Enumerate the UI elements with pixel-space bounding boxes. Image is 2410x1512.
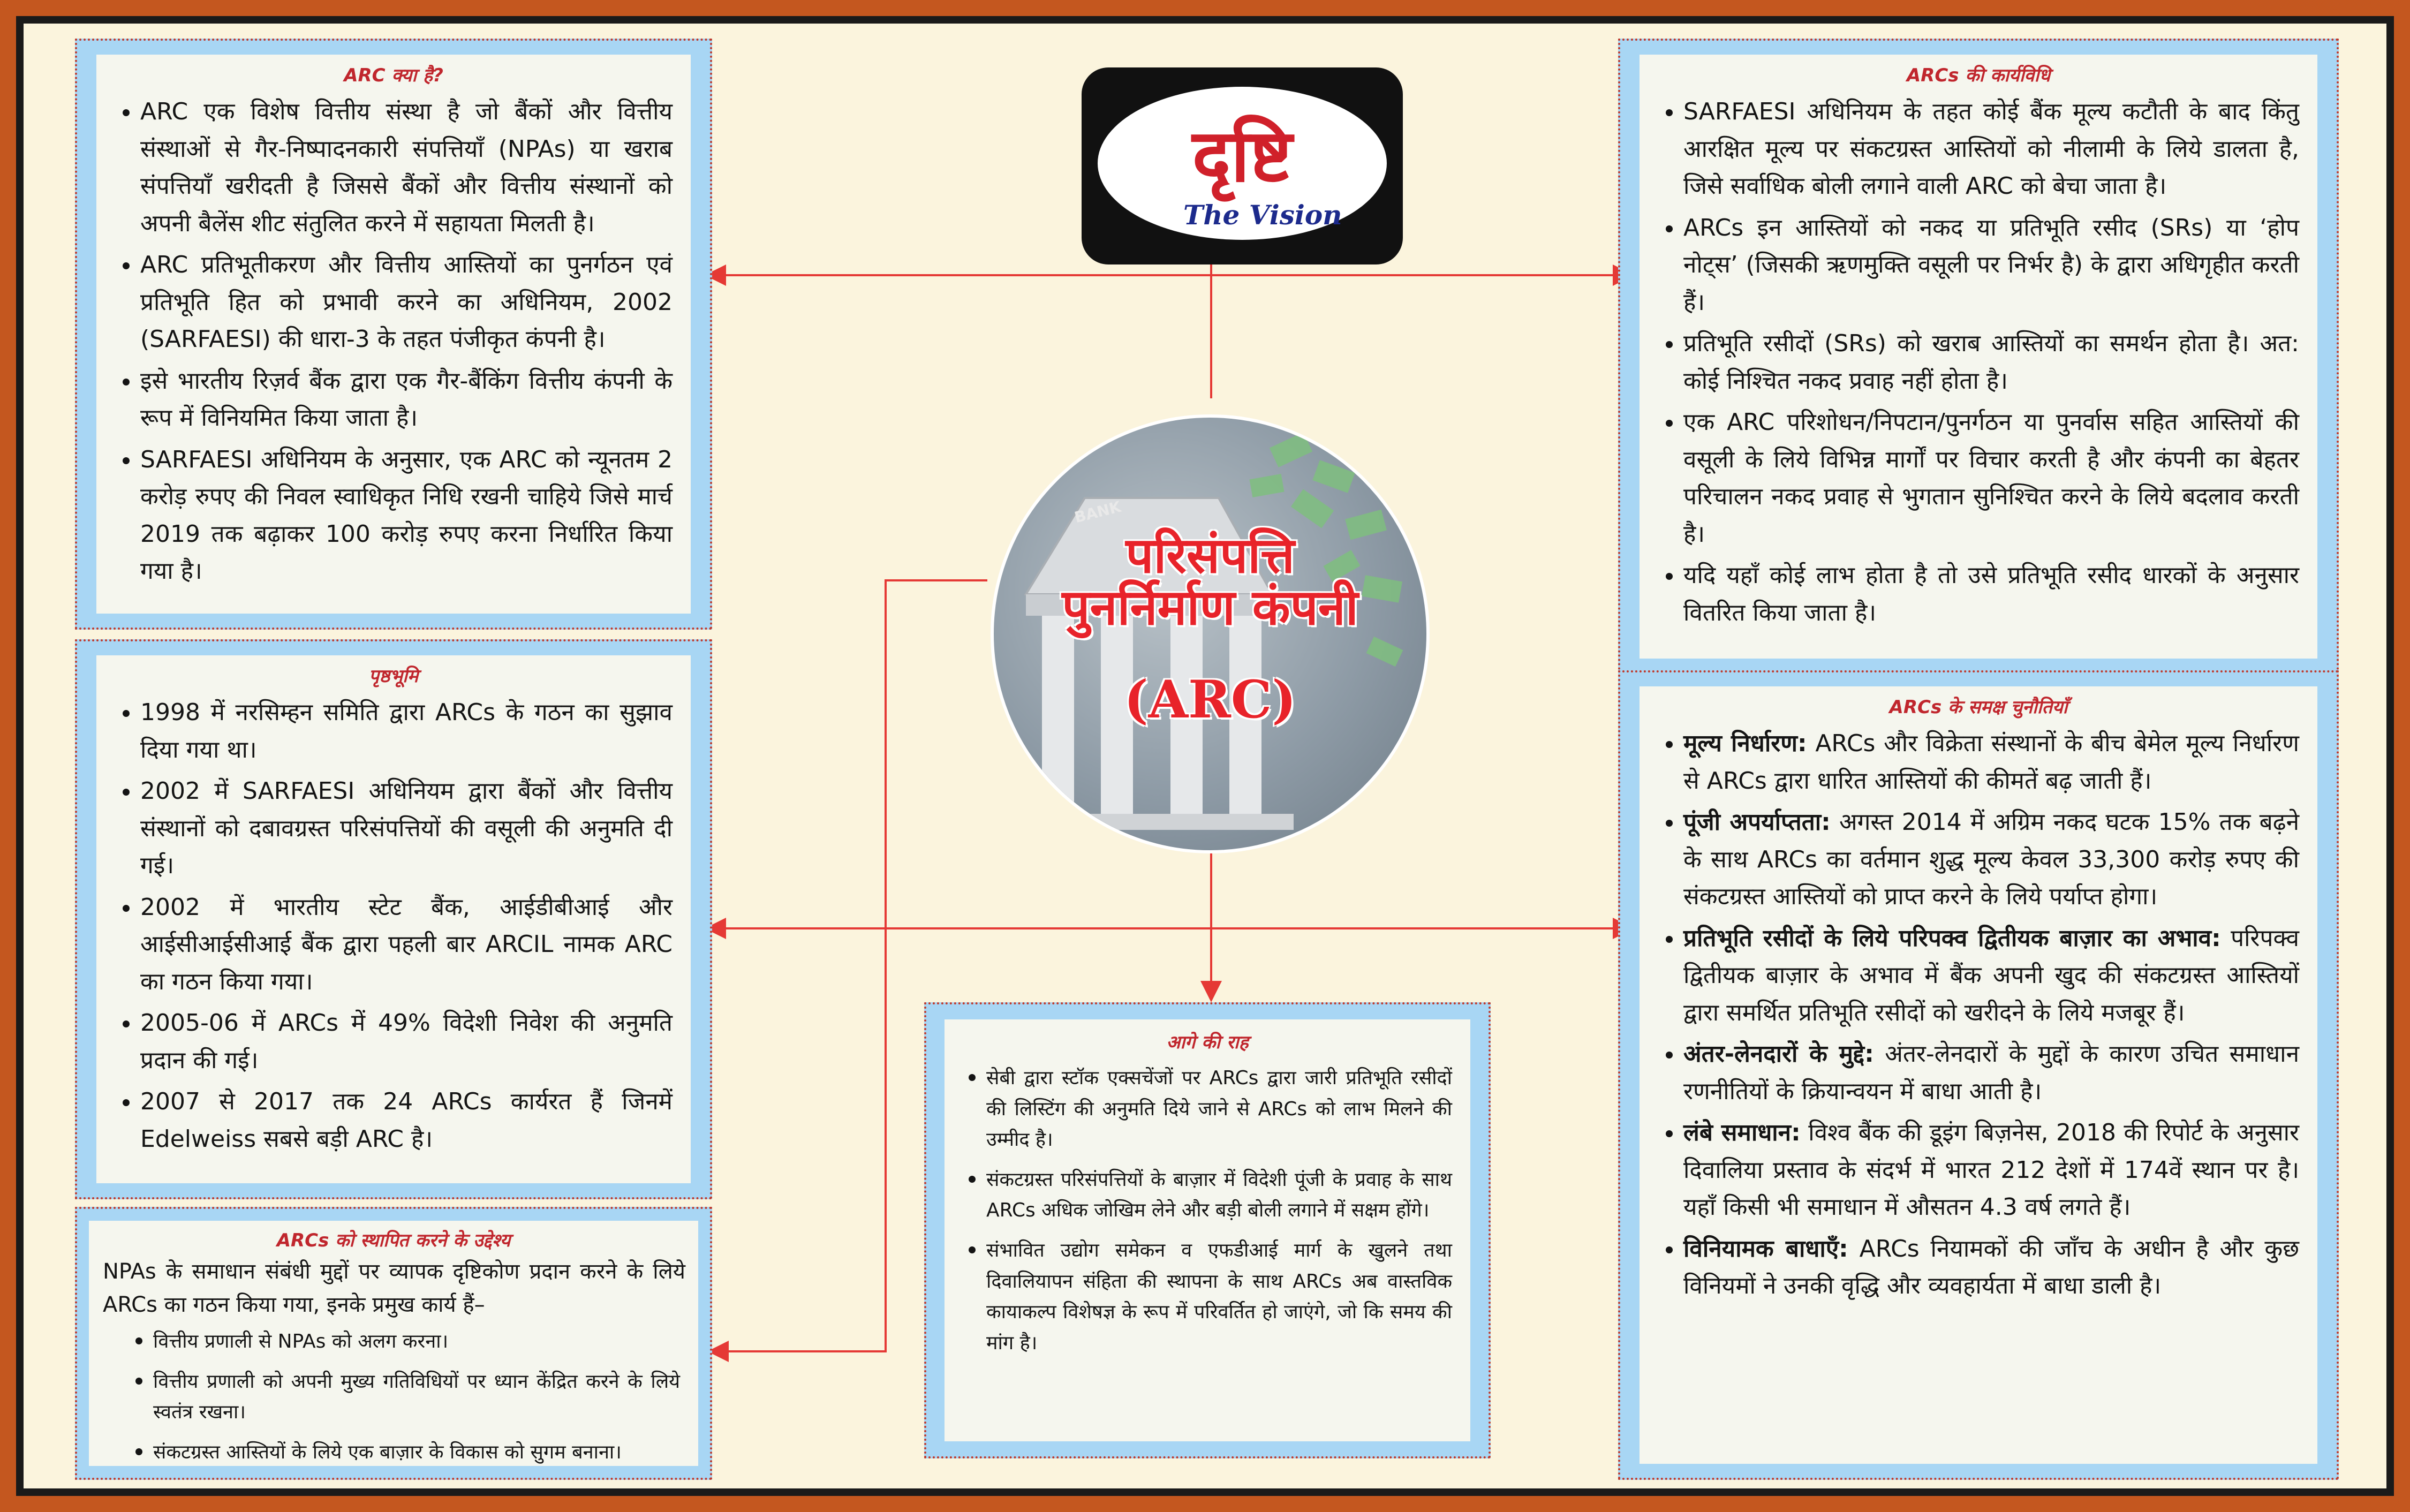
box-what-is-arc [75,39,712,630]
list-item: • सेबी द्वारा स्टॉक एक्सचेंजों पर ARCs द्वारा जारी प्रतिभूति रसीदों की लिस्टिंग की अनुमति दिये जाने से ARCs को लाभ मिलने की उम्मीद है। [986,1058,1452,1155]
challenge-term: मूल्य निर्धारण: [1683,730,1807,757]
box-way-forward-title: आगे की राह [1166,1032,1249,1053]
challenge-term: लंबे समाधान: [1683,1119,1801,1147]
mindmap-canvas [24,24,2386,1488]
list-item: • वित्तीय प्रणाली को अपनी मुख्य गतिविधियों पर ध्यान केंद्रित करने के लिये स्वतंत्र रखना। [153,1362,680,1428]
center-abbreviation: (ARC) [1124,669,1296,730]
list-item: • 2007 से 2017 तक 24 ARCs कार्यरत हैं जिनमें Edelweiss सबसे बड़ी ARC है। [140,1083,673,1158]
list-item: • प्रतिभूति रसीदों (SRs) को खराब आस्तियों का समर्थन होता है। अत: कोई निश्चित नकद प्रवाह नहीं होता है। [1683,325,2299,399]
list-item [1683,920,2299,1032]
box-procedure [1618,39,2339,675]
center-title-line-2: पुनर्निर्माण कंपनी [1062,578,1358,636]
challenge-text: अंतर-लेनदारों के मुद्दों के कारण उचित समाधान रणनीतियों के क्रियान्वयन में बाधा आती है। [1683,1040,2299,1105]
list-item: • वित्तीय प्रणाली से NPAs को अलग करना। [153,1321,680,1357]
bank-sign-text: BANK [1072,497,1123,527]
list-item: • एक ARC परिशोधन/निपटान/पुनर्गठन या पुनर्वास सहित आस्तियों की वसूली के लिये विभिन्न मार्गों पर विचार करती है और कंपनी का बेहतर परिचालन नकद प्रवाह से भुगतान सुनिश्चित करने के लिये बदलाव करती है। [1683,404,2299,553]
list-item: • संभावित उद्योग समेकन व एफडीआई मार्ग के खुलने तथा दिवालियापन संहिता की स्थापना के साथ ARCs अब वास्तविक कायाकल्प विशेषज्ञ के रूप में परिवर्तित हो जाएंगे, जो कि समय की मांग है। [986,1230,1452,1358]
box-background-list [96,694,691,1158]
challenge-text: ARCs नियामकों की जाँच के अधीन है और कुछ विनियमों ने उनकी वृद्धि और व्यवहार्यता में बाधा डाली है। [1683,1235,2300,1300]
box-objectives-panel [89,1221,698,1466]
box-procedure-list [1640,93,2317,631]
box-challenges [1618,670,2339,1480]
list-item: • SARFAESI अधिनियम के तहत कोई बैंक मूल्य कटौती के बाद किंतु आरक्षित मूल्य पर संकटग्रस्त आस्तियों को नीलामी के लिये डालता है, जिसे सर्वाधिक बोली लगाने वाली ARC को बेचा जाता है। [1683,93,2299,205]
box-what-is-arc-list [96,93,691,590]
list-item: • 2005-06 में ARCs में 49% विदेशी निवेश की अनुमति प्रदान की गई। [140,1004,673,1079]
list-item: • 1998 में नरसिम्हन समिति द्वारा ARCs के गठन का सुझाव दिया गया था। [140,694,673,768]
challenge-term: प्रतिभूति रसीदों के लिये परिपक्व द्वितीयक बाज़ार का अभाव: [1683,924,2221,952]
challenge-text: ARCs और विक्रेता संस्थानों के बीच बेमेल मूल्य निर्धारण से ARCs द्वारा धारित आस्तियों की कीमतें बढ़ जाती हैं। [1683,730,2299,795]
box-procedure-title: ARCs की कार्यविधि [1906,65,2051,86]
list-item: • यदि यहाँ कोई लाभ होता है तो उसे प्रतिभूति रसीद धारकों के अनुसार वितरित किया जाता है। [1683,557,2299,631]
logo-english-text: The Vision [1183,199,1342,231]
box-what-is-arc-panel [96,55,691,614]
box-challenges-title: ARCs के समक्ष चुनौतियाँ [1889,697,2068,718]
box-way-forward-list [945,1058,1470,1358]
list-item [1683,1230,2299,1305]
challenge-term: पूंजी अपर्याप्तता: [1683,808,1831,836]
list-item [1683,1114,2299,1226]
list-item: • संकटग्रस्त परिसंपत्तियों के बाज़ार में विदेशी पूंजी के प्रवाह के साथ ARCs अधिक जोखिम लेने और बड़ी बोली लगाने में सक्षम होंगे। [986,1160,1452,1226]
center-topic-circle [991,414,1430,853]
list-item: • संकटग्रस्त आस्तियों के लिये एक बाज़ार के विकास को सुगम बनाना। [153,1432,680,1468]
box-objectives-intro: NPAs के समाधान संबंधी मुद्दों पर व्यापक दृष्टिकोण प्रदान करने के लिये ARCs का गठन किया गया, इनके प्रमुख कार्य हैं– [103,1259,685,1317]
list-item [1683,804,2299,916]
challenge-text: अगस्त 2014 में अग्रिम नकद घटक 15% तक बढ़ने के साथ ARCs का वर्तमान शुद्ध मूल्य केवल 33,300 करोड़ रुपए की संकटग्रस्त आस्तियों को प्राप्त करने के लिये पर्याप्त होगा। [1683,808,2299,911]
box-background-panel [96,655,691,1183]
box-objectives-title: ARCs को स्थापित करने के उद्देश्य [276,1230,511,1251]
box-what-is-arc-title: ARC क्या है? [344,65,443,86]
challenge-term: विनियामक बाधाएँ: [1683,1235,1848,1262]
challenge-text: विश्व बैंक की डूइंग बिज़नेस, 2018 की रिपोर्ट के अनुसार दिवालिया प्रस्ताव के संदर्भ में भारत 212 देशों में 174वें स्थान पर है। यहाँ किसी भी समाधान में औसतन 4.3 वर्ष लगते हैं। [1683,1119,2299,1221]
list-item [1683,725,2299,799]
box-procedure-panel [1640,55,2317,659]
list-item: • 2002 में SARFAESI अधिनियम द्वारा बैंकों और वित्तीय संस्थानों को दबावग्रस्त परिसंपत्तियों की वसूली की अनुमति दी गई। [140,773,673,884]
list-item: • इसे भारतीय रिज़र्व बैंक द्वारा एक गैर-बैंकिंग वित्तीय कंपनी के रूप में विनियमित किया जाता है। [140,362,673,437]
challenge-term: अंतर-लेनदारों के मुद्दे: [1683,1040,1874,1068]
box-challenges-panel [1640,686,2317,1464]
box-background [75,639,712,1199]
list-item: • ARC प्रतिभूतीकरण और वित्तीय आस्तियों का पुनर्गठन एवं प्रतिभूति हित को प्रभावी करने का अधिनियम, 2002 (SARFAESI) की धारा-3 के तहत पंजीकृत कंपनी है। [140,246,673,358]
logo-hindi-text: दृष्टि [1192,114,1293,199]
list-item: • 2002 में भारतीय स्टेट बैंक, आईडीबीआई और आईसीआईसीआई बैंक द्वारा पहली बार ARCIL नामक ARC का गठन किया गया। [140,889,673,1001]
box-objectives [75,1207,712,1480]
box-challenges-list [1640,725,2317,1305]
list-item: • ARC एक विशेष वित्तीय संस्था है जो बैंकों और वित्तीय संस्थाओं से गैर-निष्पादनकारी संपत्तियाँ (NPAs) या खराब संपत्तियाँ खरीदती है जिससे बैंकों और वित्तीय संस्थानों को अपनी बैलेंस शीट संतुलित करने में सहायता मिलती है। [140,93,673,242]
list-item: • SARFAESI अधिनियम के अनुसार, एक ARC को न्यूनतम 2 करोड़ रुपए की निवल स्वाधिकृत निधि रखनी चाहिये जिसे मार्च 2019 तक बढ़ाकर 100 करोड़ रुपए करना निर्धारित किया गया है। [140,441,673,590]
list-item: • ARCs इन आस्तियों को नकद या प्रतिभूति रसीद (SRs) या ‘होप नोट्स’ (जिसकी ऋणमुक्ति वसूली पर निर्भर है) के द्वारा अधिगृहीत करती हैं। [1683,209,2299,321]
box-way-forward-panel [945,1019,1470,1441]
box-objectives-list [89,1321,698,1468]
logo-oval [1098,87,1387,240]
drishti-logo [1082,67,1403,264]
list-item [1683,1035,2299,1110]
challenge-text: परिपक्व द्वितीयक बाज़ार के अभाव में बैंक अपनी खुद की संकटग्रस्त आस्तियों द्वारा समर्थित प्रतिभूति रसीदों को खरीदने के लिये मजबूर हैं। [1683,924,2299,1026]
center-title-line-1: परिसंपत्ति [1125,527,1295,584]
box-way-forward [924,1002,1491,1458]
box-background-title: पृष्ठभूमि [368,666,419,687]
center-title [994,527,1426,636]
